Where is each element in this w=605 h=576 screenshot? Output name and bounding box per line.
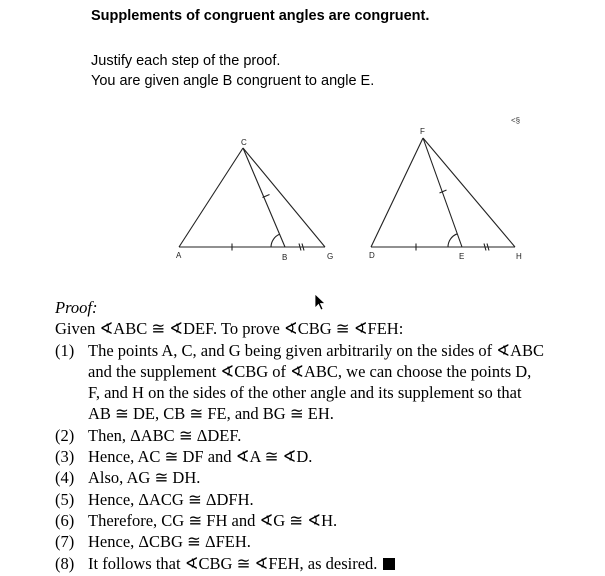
proof-step-6 — [55, 510, 600, 531]
label-d: D — [369, 251, 375, 260]
step-text: It follows that ∢CBG ≅ ∢FEH, as desired. — [88, 553, 378, 573]
step-text-line: Therefore, CG ≅ FH and ∢G ≅ ∢H. — [88, 510, 338, 530]
step-number: (4) — [55, 468, 75, 488]
label-e: E — [459, 252, 465, 261]
label-g: G — [327, 252, 334, 261]
label-f: F — [420, 127, 425, 136]
line-fh — [423, 138, 515, 247]
label-c: C — [241, 138, 247, 147]
proof-step-5 — [55, 489, 600, 510]
proof-step-2 — [55, 425, 600, 446]
step-number: (5) — [55, 489, 75, 509]
proof-step-1 — [55, 340, 600, 425]
line-cg — [243, 148, 325, 247]
instruction-line-2: You are given angle B congruent to angle E. — [91, 73, 375, 89]
step-text-line: The points A, C, and G being given arbitrarily on the sides of ∢ABC — [88, 340, 545, 360]
corner-mark: <§ — [511, 116, 521, 125]
line-ac — [179, 148, 243, 247]
step-text-line: Hence, ΔACG ≅ ΔDFH. — [88, 489, 254, 509]
line-df — [371, 138, 423, 247]
step-text-line: AB ≅ DE, CB ≅ FE, and BG ≅ EH. — [88, 404, 334, 424]
step-text-line: and the supplement ∢CBG of ∢ABC, we can choose the points D, — [88, 361, 532, 381]
line-fe — [423, 138, 462, 247]
instruction-line-1: Justify each step of the proof. — [91, 53, 281, 69]
step-text-line: F, and H on the sides of the other angle and its supplement so that — [88, 383, 522, 403]
proof-step-7 — [55, 531, 600, 552]
line-cb — [243, 148, 285, 247]
angle-e-arc — [448, 234, 457, 247]
step-number: (2) — [55, 425, 75, 445]
step-text-line: Then, ΔABC ≅ ΔDEF. — [88, 425, 242, 445]
label-h: H — [516, 252, 522, 261]
step-number: (8) — [55, 553, 75, 573]
proof-given: Given ∢ABC ≅ ∢DEF. To prove ∢CBG ≅ ∢FEH: — [55, 319, 404, 339]
proof-step-8 — [55, 553, 600, 574]
step-text-line: Hence, ΔCBG ≅ ΔFEH. — [88, 532, 251, 552]
label-b: B — [282, 253, 288, 262]
proof-block — [55, 297, 600, 574]
label-a: A — [176, 251, 182, 260]
proof-step-3 — [55, 446, 600, 467]
step-text-line: Hence, AC ≅ DF and ∢A ≅ ∢D. — [88, 447, 313, 467]
geometry-figure — [0, 110, 605, 270]
left-triangle — [179, 148, 325, 251]
step-text-line: Also, AG ≅ DH. — [88, 468, 201, 488]
page-title: Supplements of congruent angles are congruent. — [91, 8, 430, 24]
angle-b-arc — [271, 234, 280, 247]
step-number: (6) — [55, 510, 75, 530]
step-number: (7) — [55, 532, 75, 552]
qed-square-icon — [383, 558, 395, 570]
proof-step-4 — [55, 467, 600, 488]
proof-heading: Proof: — [55, 298, 98, 317]
step-number: (3) — [55, 447, 75, 467]
right-triangle — [371, 138, 515, 251]
step-text-line — [88, 553, 600, 574]
right-triangle-labels — [369, 127, 522, 261]
left-triangle-labels — [176, 138, 333, 262]
step-number: (1) — [55, 340, 75, 360]
instructions — [91, 51, 374, 91]
